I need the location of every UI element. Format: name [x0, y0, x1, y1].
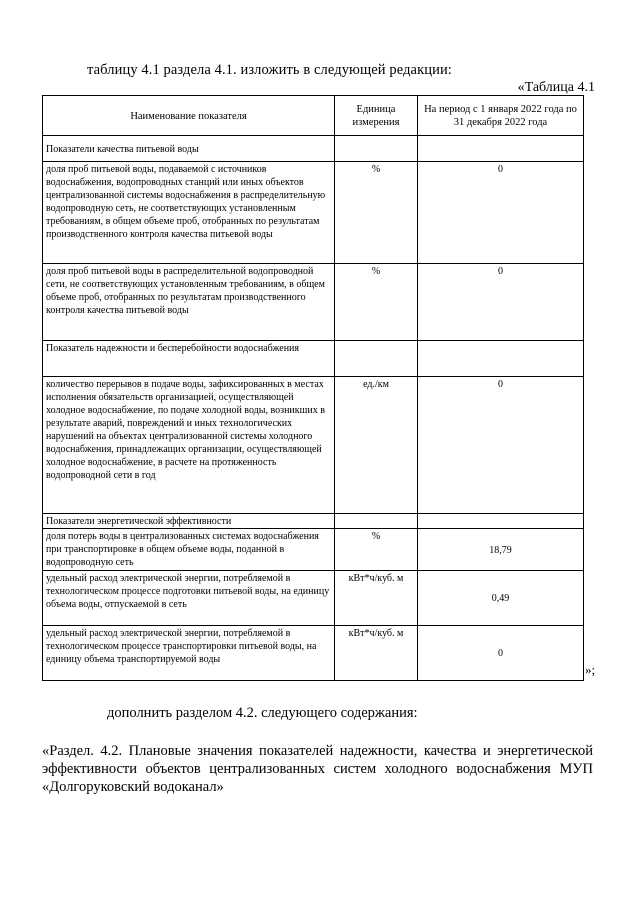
paragraph-section-title: «Раздел. 4.2. Плановые значения показателей надежности, качества и энергетической эффективности объектов централизованных систем холодного водоснабжения МУП «Долгоруковский водоканал» [42, 743, 593, 795]
paragraph-add-section: дополнить разделом 4.2. следующего содержания: [107, 705, 418, 721]
unit-cell: % [335, 162, 418, 264]
indicator-name: количество перерывов в подаче воды, зафиксированных в местах исполнения обязательств организацией, осуществляющей холодное водоснабжение, по подаче холодной воды, возникших в результате аварий, повреждений и иных технологических нарушений на объектах централизованной системы холодного водоснабжения, принадлежащих организации, осуществляющей холодное водоснабжение, в расчете на протяженность водопроводной сети в год [43, 377, 335, 514]
value-cell: 0,49 [418, 571, 584, 626]
indicator-name: доля проб питьевой воды, подаваемой с источников водоснабжения, водопроводных станций или иных объектов централизованной системы водоснабжения в распределительную водопроводную сеть, не соответствующих установленным требованиям, в общем объеме проб, отобранных по результатам производственного контроля качества питьевой воды [43, 162, 335, 264]
table-row [43, 264, 584, 341]
value-cell [418, 514, 584, 529]
section-heading: Показатели энергетической эффективности [43, 514, 335, 529]
table-row [43, 162, 584, 264]
closing-quote-mark: »; [585, 662, 596, 677]
value-cell: 18,79 [418, 529, 584, 571]
unit-cell: кВт*ч/куб. м [335, 571, 418, 626]
unit-cell [335, 136, 418, 162]
table-header-row [43, 96, 584, 136]
indicator-name: доля потерь воды в централизованных системах водоснабжения при транспортировке в общем объеме воды, поданной в водопроводную сеть [43, 529, 335, 571]
indicator-name: удельный расход электрической энергии, потребляемой в технологическом процессе транспортировки питьевой воды, на единицу объема транспортируемой воды [43, 626, 335, 681]
indicator-name: доля проб питьевой воды в распределительной водопроводной сети, не соответствующих установленным требованиям, в общем объеме проб, отобранных по результатам производственного контроля качества питьевой воды [43, 264, 335, 341]
unit-cell: ед./км [335, 377, 418, 514]
indicators-table [42, 95, 584, 681]
indicator-name: удельный расход электрической энергии, потребляемой в технологическом процессе подготовки питьевой воды, на единицу объема воды, отпускаемой в сеть [43, 571, 335, 626]
table-row [43, 626, 584, 681]
value-cell: 0 [418, 264, 584, 341]
section-heading: Показатель надежности и бесперебойности водоснабжения [43, 341, 335, 377]
unit-cell [335, 341, 418, 377]
section-heading: Показатели качества питьевой воды [43, 136, 335, 162]
value-cell [418, 136, 584, 162]
table-row [43, 529, 584, 571]
table-row [43, 571, 584, 626]
table-row [43, 377, 584, 514]
header-name: Наименование показателя [43, 96, 335, 136]
value-cell: 0 [418, 162, 584, 264]
value-cell [418, 341, 584, 377]
table-row-section-energy [43, 514, 584, 529]
intro-text: таблицу 4.1 раздела 4.1. изложить в следующей редакции: [87, 62, 452, 78]
unit-cell: кВт*ч/куб. м [335, 626, 418, 681]
table-caption: «Таблица 4.1 [517, 80, 595, 95]
table-row-section-quality [43, 136, 584, 162]
unit-cell: % [335, 264, 418, 341]
unit-cell: % [335, 529, 418, 571]
value-cell: 0 [418, 377, 584, 514]
header-unit: Единица измерения [335, 96, 418, 136]
header-period: На период с 1 января 2022 года по 31 декабря 2022 года [418, 96, 584, 136]
table-row-section-reliability [43, 341, 584, 377]
value-cell: 0 [418, 626, 584, 681]
unit-cell [335, 514, 418, 529]
